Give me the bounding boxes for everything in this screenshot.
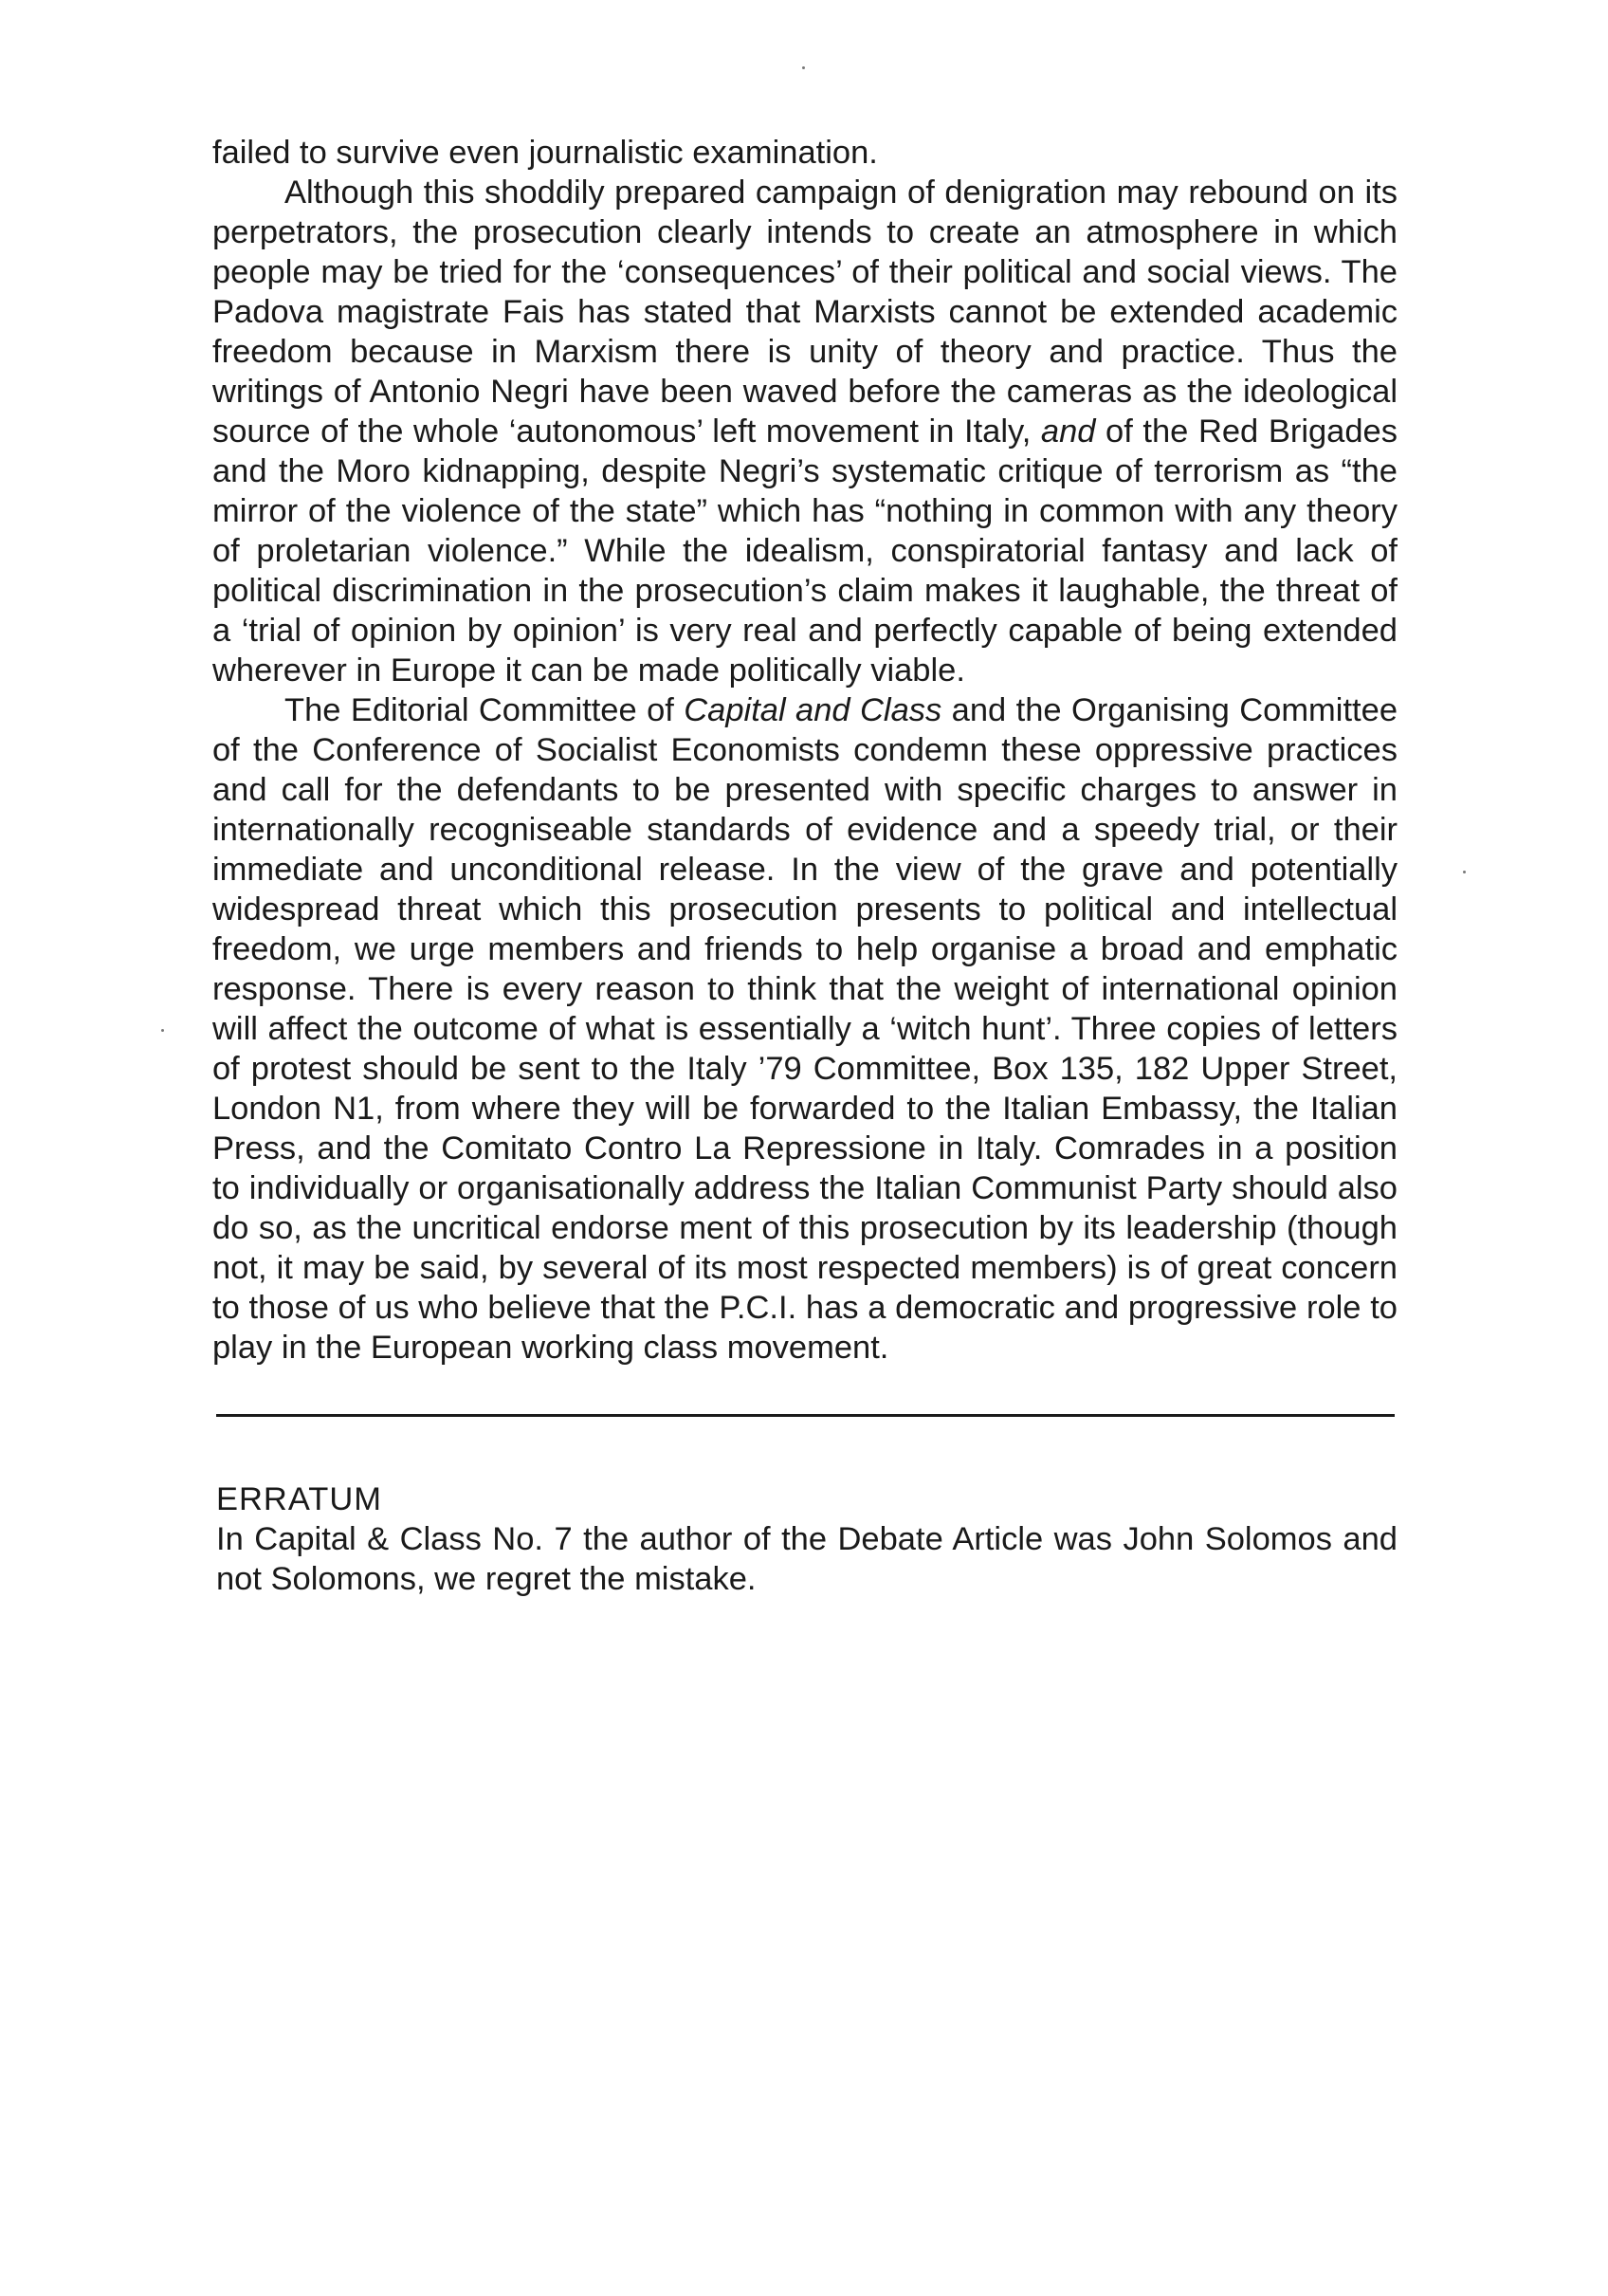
scan-speck [161,1029,164,1032]
scan-speck [802,66,805,69]
paragraph-3-text-end: and the Organising Committee of the Conference of Socialist Economists condemn these oppressive practices and call for the defendants to be presented with specific charges to answer in internationally recogniseable standards of evidence and a speedy trial, or their immediate and unconditional release. In the view of the grave and potentially widespread threat which this prosecution presents to political and intellectual freedom, we urge members and friends to help organise a broad and emphatic response. There is every reason to think that the weight of international opinion will affect the outcome of what is essentially a ‘witch hunt’. Three copies of letters of protest should be sent to the Italy ’79 Committee, Box 135, 182 Upper Street, London N1, from where they will be forwarded to the Italian Embassy, the Italian Press, and the Comitato Contro La Repressione in Italy. Comrades in a position to individually or organisationally address the Italian Communist Party should also do so, as the uncritical endorse ment of this prosecution by its leadership (though not, it may be said, by several of its most respected members) is of great concern to those of us who believe that the P.C.I. has a democratic and progressive role to play in the European working class movement. [212,692,1398,1366]
paragraph-2-text-end: of the Red Brigades and the Moro kidnapping, despite Negri’s systematic critique of terrorism as “the mirror of the violence of the state” which has “nothing in common with any theory of proletarian violence.” While the idealism, conspiratorial fantasy and lack of political discrimination in the prosecution’s claim makes it laughable, the threat of a ‘trial of opinion by opinion’ is very real and perfectly capable of being extended wherever in Europe it can be made politically viable. [212,413,1398,689]
paragraph-2-emphasis: and [1040,413,1096,450]
erratum-section [216,1479,1398,1599]
section-divider [216,1414,1395,1417]
scan-speck [1463,871,1466,873]
article-paragraph-3 [212,690,1398,1368]
article-paragraph-2 [212,173,1398,690]
article-paragraph-1: failed to survive even journalistic examination. [212,135,878,171]
article-body [212,133,1398,1368]
erratum-text: In Capital & Class No. 7 the author of the Debate Article was John Solomos and not Solomons, we regret the mistake. [216,1521,1398,1597]
paragraph-2-text: Although this shoddily prepared campaign of denigration may rebound on its perpetrators, the prosecution clearly intends to create an atmosphere in which people may be tried for the ‘consequences’ of their political and social views. The Padova magistrate Fais has stated that Marxists cannot be extended academic freedom because in Marxism there is unity of theory and practice. Thus the writings of Antonio Negri have been waved before the cameras as the ideological source of the whole ‘autonomous’ left movement in Italy, [212,174,1398,450]
erratum-heading: ERRATUM [216,1481,383,1517]
paragraph-3-text-start: The Editorial Committee of [284,692,674,728]
journal-title: Capital and Class [684,692,942,728]
